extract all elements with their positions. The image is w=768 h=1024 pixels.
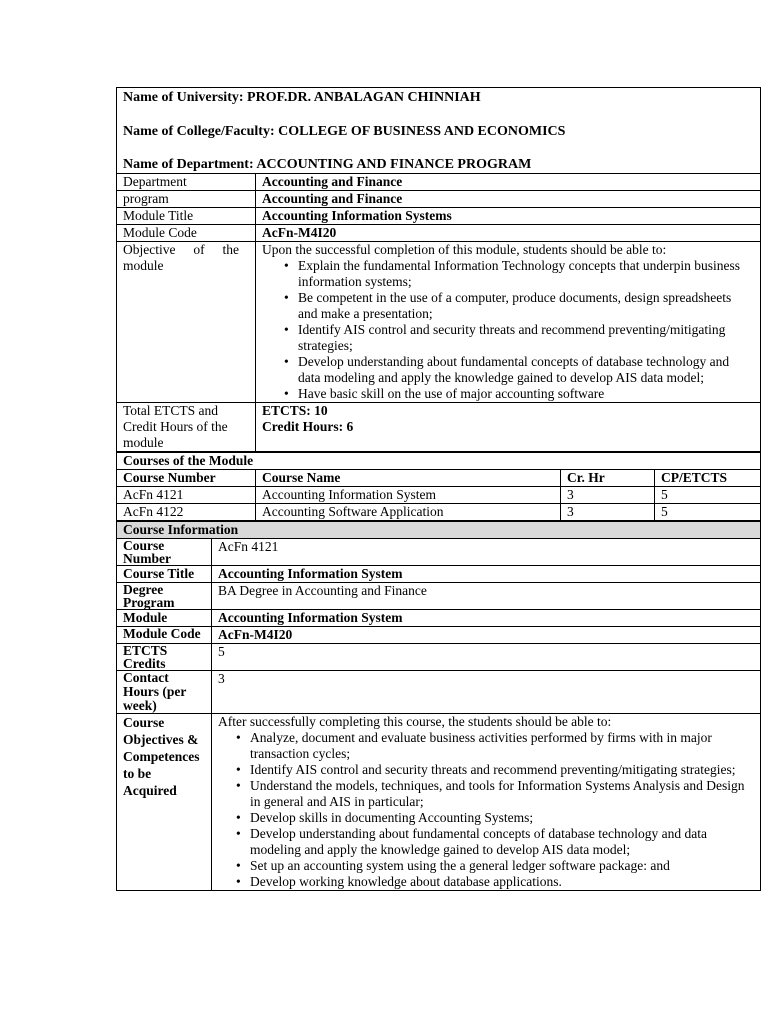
etcts-credits-label: ETCTS Credits bbox=[117, 644, 212, 671]
course-objective-item: • Identify AIS control and security threats and recommend preventing/mitigating strategies; bbox=[228, 762, 754, 778]
contact-hours-row bbox=[117, 671, 761, 714]
document-header bbox=[116, 87, 761, 173]
module-objective-label-cell: Objective of the module bbox=[117, 242, 256, 403]
program-row bbox=[117, 191, 761, 208]
courses-heading: Courses of the Module bbox=[117, 453, 761, 470]
table-row bbox=[117, 504, 761, 521]
course-objective-item: • Analyze, document and evaluate business activities performed by firms with in major transaction cycles; bbox=[228, 730, 754, 762]
college-name: COLLEGE OF BUSINESS AND ECONOMICS bbox=[278, 124, 566, 139]
course-info-heading: Course Information bbox=[117, 522, 761, 539]
module-credits-label-cell: Total ETCTS and Credit Hours of the module bbox=[117, 403, 256, 452]
course-info-heading-row bbox=[117, 522, 761, 539]
course-title-row bbox=[117, 566, 761, 583]
courses-header-row bbox=[117, 470, 761, 487]
column-header: Course Name bbox=[256, 470, 561, 487]
university-name: PROF.DR. ANBALAGAN CHINNIAH bbox=[247, 90, 481, 105]
module-info-table bbox=[116, 173, 761, 452]
courses-heading-row bbox=[117, 453, 761, 470]
module-title-row bbox=[117, 208, 761, 225]
course-number-row bbox=[117, 539, 761, 566]
table-cell: 5 bbox=[655, 504, 761, 521]
module-objective-row bbox=[117, 242, 761, 403]
table-row bbox=[117, 487, 761, 504]
module-code-label-cell: Module Code bbox=[117, 225, 256, 242]
course-objectives-intro: After successfully completing this course, the students should be able to: bbox=[218, 714, 612, 729]
course-objectives-value bbox=[212, 714, 761, 891]
degree-program-label: Degree Program bbox=[117, 583, 212, 610]
courses-table bbox=[116, 452, 761, 521]
course-module-code-value: AcFn-M4I20 bbox=[212, 627, 761, 644]
department-name: ACCOUNTING AND FINANCE PROGRAM bbox=[256, 157, 532, 172]
module-objective-item: • Be competent in the use of a computer, produce documents, design spreadsheets and make a presentation; bbox=[276, 290, 754, 322]
course-info-table bbox=[116, 521, 761, 891]
column-header: CP/ETCTS bbox=[655, 470, 761, 487]
university-line bbox=[123, 88, 754, 106]
module-objective-value-cell bbox=[256, 242, 761, 403]
college-line bbox=[123, 123, 754, 140]
module-objective-intro: Upon the successful completion of this module, students should be able to: bbox=[262, 242, 667, 257]
college-label: Name of College/Faculty: bbox=[123, 124, 275, 139]
program-label-cell: program bbox=[117, 191, 256, 208]
module-value: Accounting Information System bbox=[212, 610, 761, 627]
etcts-value: ETCTS: 10 bbox=[262, 403, 328, 418]
university-label: Name of University: bbox=[123, 90, 244, 105]
department-label: Name of Department: bbox=[123, 157, 254, 172]
module-objective-item: • Identify AIS control and security threats and recommend preventing/mitigating strategies; bbox=[276, 322, 754, 354]
module-objective-item: • Have basic skill on the use of major accounting software bbox=[276, 386, 754, 402]
module-code-value-cell: AcFn-M4I20 bbox=[256, 225, 761, 242]
credit-hours-value: Credit Hours: 6 bbox=[262, 419, 354, 434]
course-title-label: Course Title bbox=[117, 566, 212, 583]
contact-hours-label: Contact Hours (per week) bbox=[117, 671, 212, 714]
contact-hours-value: 3 bbox=[212, 671, 761, 714]
course-module-code-row bbox=[117, 627, 761, 644]
table-cell: Accounting Information System bbox=[256, 487, 561, 504]
course-objectives-list bbox=[228, 730, 754, 890]
module-label: Module bbox=[117, 610, 212, 627]
degree-program-row bbox=[117, 583, 761, 610]
table-cell: 3 bbox=[561, 504, 655, 521]
etcts-credits-value: 5 bbox=[212, 644, 761, 671]
module-credits-row bbox=[117, 403, 761, 452]
table-cell: 3 bbox=[561, 487, 655, 504]
degree-program-value: BA Degree in Accounting and Finance bbox=[212, 583, 761, 610]
module-objective-item: • Develop understanding about fundamental concepts of database technology and data modeling and apply the knowledge gained to develop AIS data model; bbox=[276, 354, 754, 386]
module-objective-list bbox=[276, 258, 754, 402]
module-credits-value-cell bbox=[256, 403, 761, 452]
course-number-value: AcFn 4121 bbox=[212, 539, 761, 566]
etcts-credits-row bbox=[117, 644, 761, 671]
course-module-code-label: Module Code bbox=[117, 627, 212, 644]
program-value-cell: Accounting and Finance bbox=[256, 191, 761, 208]
department-line bbox=[123, 156, 754, 173]
department-value-cell: Accounting and Finance bbox=[256, 174, 761, 191]
department-label-cell: Department bbox=[117, 174, 256, 191]
table-cell: 5 bbox=[655, 487, 761, 504]
table-cell: AcFn 4121 bbox=[117, 487, 256, 504]
course-objectives-row bbox=[117, 714, 761, 891]
course-objective-item: • Develop skills in documenting Accounting Systems; bbox=[228, 810, 754, 826]
course-objective-item: • Set up an accounting system using the a general ledger software package: and bbox=[228, 858, 754, 874]
module-objective-item: • Explain the fundamental Information Technology concepts that underpin business information systems; bbox=[276, 258, 754, 290]
column-header: Course Number bbox=[117, 470, 256, 487]
course-document bbox=[116, 87, 761, 891]
table-cell: AcFn 4122 bbox=[117, 504, 256, 521]
course-objective-item: • Develop working knowledge about database applications. bbox=[228, 874, 754, 890]
department-row bbox=[117, 174, 761, 191]
module-title-value-cell: Accounting Information Systems bbox=[256, 208, 761, 225]
module-code-row bbox=[117, 225, 761, 242]
course-title-value: Accounting Information System bbox=[212, 566, 761, 583]
column-header: Cr. Hr bbox=[561, 470, 655, 487]
module-title-label-cell: Module Title bbox=[117, 208, 256, 225]
course-number-label: Course Number bbox=[117, 539, 212, 566]
module-row bbox=[117, 610, 761, 627]
course-objectives-label: Course Objectives & Competences to be Acquired bbox=[117, 714, 212, 891]
course-objective-item: • Develop understanding about fundamental concepts of database technology and data modeling and apply the knowledge gained to develop AIS data model; bbox=[228, 826, 754, 858]
course-objective-item: • Understand the models, techniques, and tools for Information Systems Analysis and Design in general and AIS in particular; bbox=[228, 778, 754, 810]
table-cell: Accounting Software Application bbox=[256, 504, 561, 521]
